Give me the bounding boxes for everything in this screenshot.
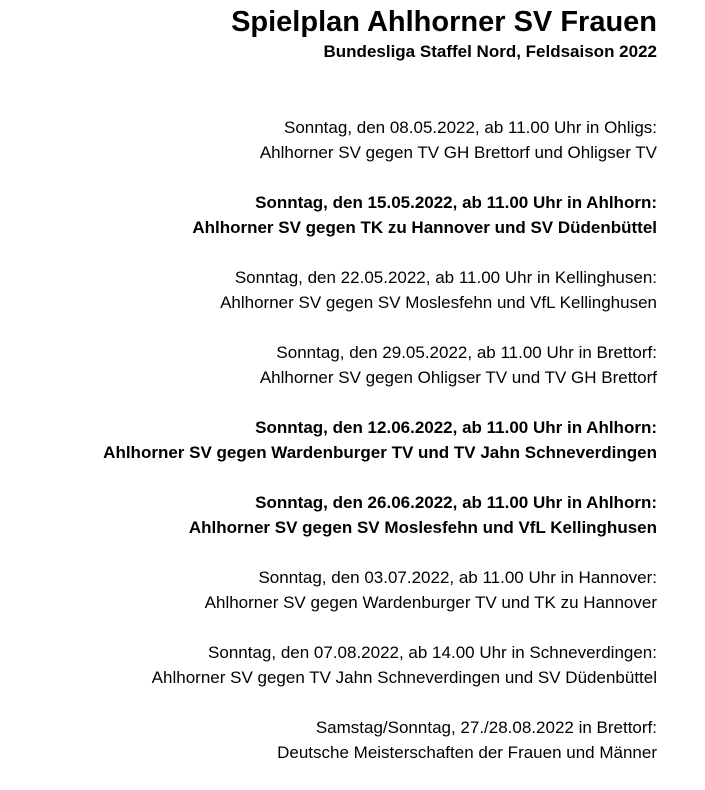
entry-date-line: Sonntag, den 03.07.2022, ab 11.00 Uhr in Hannover: (258, 568, 657, 587)
schedule-entry (17, 565, 657, 640)
entry-match-line: Ahlhorner SV gegen TV GH Brettorf und Ohligser TV (259, 143, 657, 162)
entry-date-line: Sonntag, den 08.05.2022, ab 11.00 Uhr in Ohligs: (283, 118, 657, 137)
entry-date-line: Sonntag, den 12.06.2022, ab 11.00 Uhr in Ahlhorn: (255, 418, 657, 437)
entry-date-line: Sonntag, den 15.05.2022, ab 11.00 Uhr in Ahlhorn: (255, 193, 657, 212)
schedule-entry (17, 265, 657, 340)
schedule-entry (17, 340, 657, 415)
entry-date-line: Sonntag, den 07.08.2022, ab 14.00 Uhr in Schneverdingen: (208, 643, 657, 662)
entry-match-line: Ahlhorner SV gegen TK zu Hannover und SV Düdenbüttel (192, 218, 657, 237)
schedule-entry (17, 715, 657, 790)
entry-date-line: Sonntag, den 29.05.2022, ab 11.00 Uhr in Brettorf: (276, 343, 657, 362)
entry-date-line: Samstag/Sonntag, 27./28.08.2022 in Brettorf: (315, 718, 657, 737)
entry-match-line: Ahlhorner SV gegen Ohligser TV und TV GH Brettorf (259, 368, 657, 387)
schedule-entry (17, 415, 657, 490)
entry-date-line: Sonntag, den 22.05.2022, ab 11.00 Uhr in Kellinghusen: (234, 268, 657, 287)
page-subtitle: Bundesliga Staffel Nord, Feldsaison 2022 (323, 42, 657, 61)
schedule-entry (17, 115, 657, 190)
entry-match-line: Ahlhorner SV gegen SV Moslesfehn und VfL Kellinghusen (188, 518, 657, 537)
schedule-list (17, 115, 657, 790)
entry-match-line: Ahlhorner SV gegen TV Jahn Schneverdingen und SV Düdenbüttel (151, 668, 657, 687)
schedule-entry (17, 640, 657, 715)
entry-match-line: Ahlhorner SV gegen Wardenburger TV und TK zu Hannover (204, 593, 657, 612)
schedule-entry (17, 490, 657, 565)
entry-match-line: Ahlhorner SV gegen Wardenburger TV und TV Jahn Schneverdingen (103, 443, 657, 462)
entry-match-line: Deutsche Meisterschaften der Frauen und Männer (277, 743, 657, 762)
page-title: Spielplan Ahlhorner SV Frauen (231, 6, 657, 38)
entry-date-line: Sonntag, den 26.06.2022, ab 11.00 Uhr in Ahlhorn: (255, 493, 657, 512)
schedule-entry (17, 190, 657, 265)
entry-match-line: Ahlhorner SV gegen SV Moslesfehn und VfL Kellinghusen (220, 293, 657, 312)
